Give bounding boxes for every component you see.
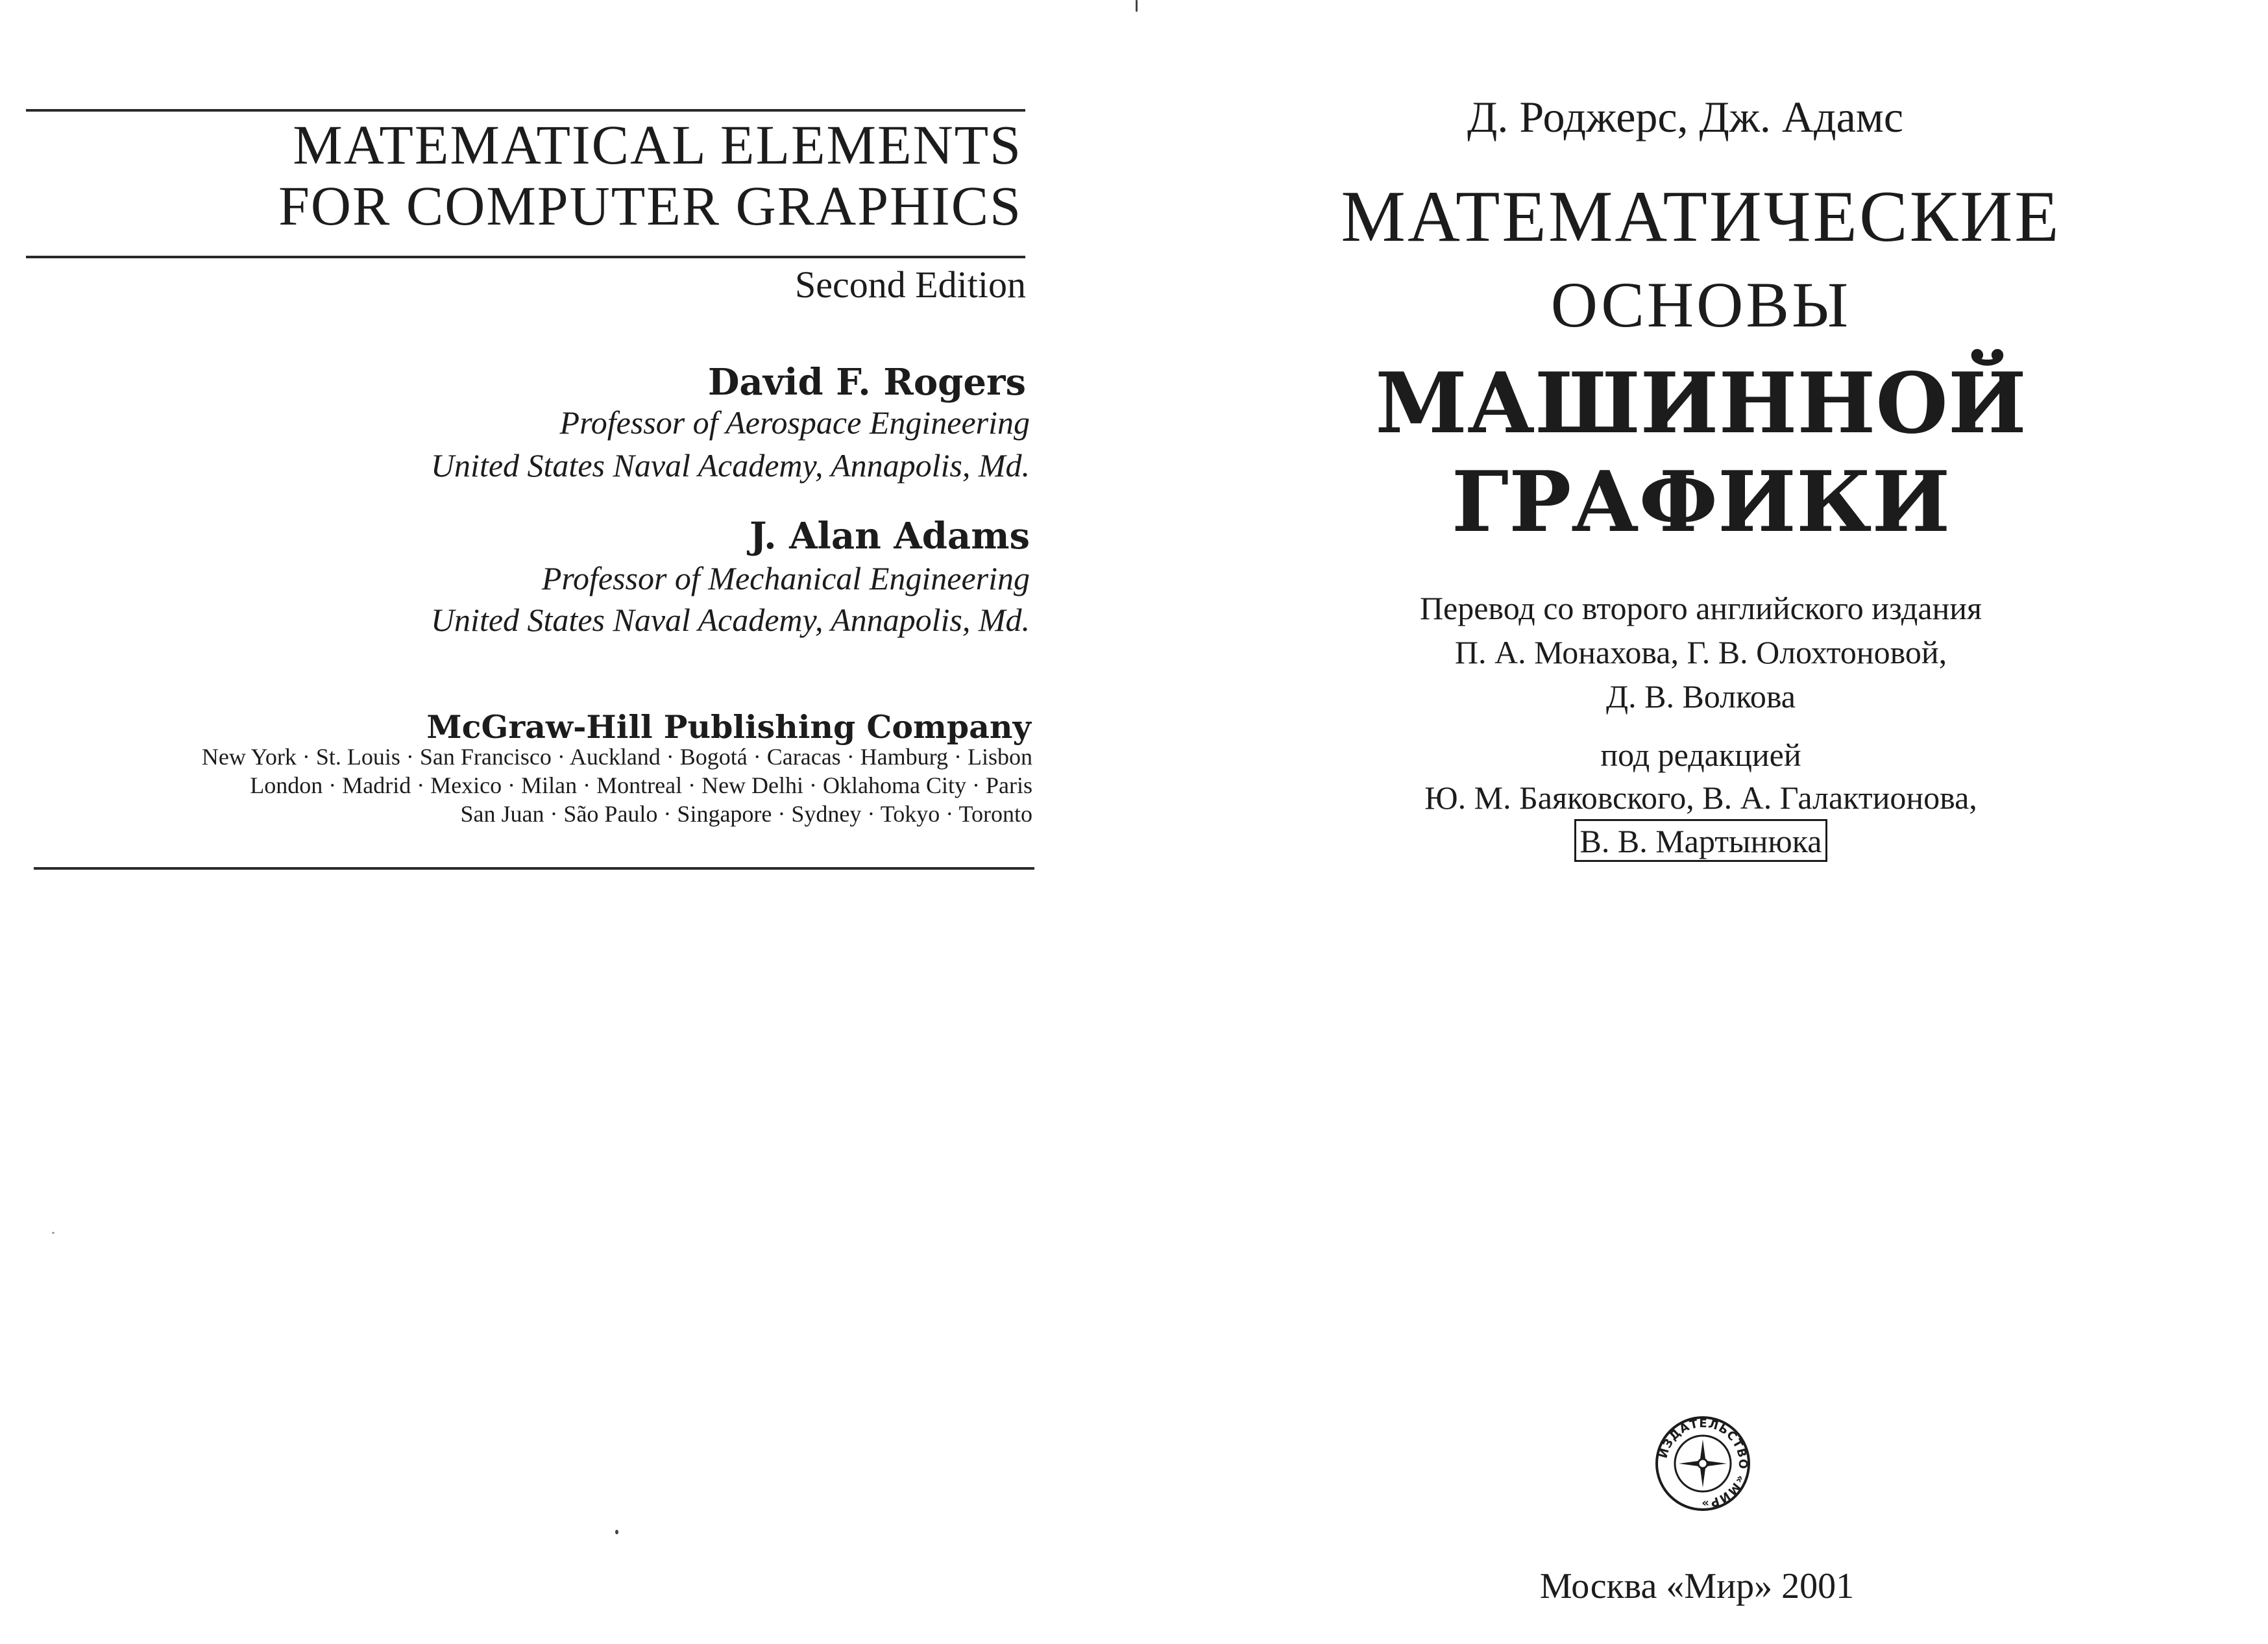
translation-line-3: Д. В. Волкова	[1606, 678, 1796, 715]
russian-title-line-3: МАШИННОЙ	[1375, 355, 2027, 452]
publisher-logo-icon	[1654, 1415, 1751, 1512]
bottom-rule	[34, 867, 1034, 870]
author-name-2: J. Alan Adams	[749, 515, 1030, 558]
imprint-line: Москва «Мир» 2001	[1539, 1566, 1855, 1606]
edition: Second Edition	[794, 264, 1026, 306]
publisher-cities-line-2: London · Madrid · Mexico · Milan · Montreal · New Delhi · Oklahoma City · Paris	[250, 772, 1032, 798]
author-institution-2: United States Naval Academy, Annapolis, Md.	[430, 602, 1030, 638]
scan-speck	[52, 1232, 55, 1234]
translation-line-1: Перевод со второго английского издания	[1419, 590, 1982, 626]
translation-line-2: П. А. Монахова, Г. В. Олохтоновой,	[1454, 634, 1947, 670]
russian-title-line-4: ГРАФИКИ	[1451, 454, 1951, 551]
scan-speck	[1136, 0, 1138, 12]
svg-text:ИЗДАТЕЛЬСТВО «МИР»: ИЗДАТЕЛЬСТВО «МИР»	[1656, 1416, 1750, 1511]
russian-title-line-1: МАТЕМАТИЧЕСКИЕ	[1341, 177, 2061, 257]
editors-label: под редакцией	[1600, 737, 1801, 773]
english-title-line-1: MATEMATICAL ELEMENTS	[293, 114, 1022, 176]
boxed-editor-name: В. В. Мартынюка	[1574, 819, 1828, 862]
author-institution-1: United States Naval Academy, Annapolis, Md.	[430, 447, 1030, 484]
publisher-cities-line-1: New York · St. Louis · San Francisco · Auckland · Bogotá · Caracas · Hamburg · Lisbon	[201, 744, 1032, 770]
publisher-name: McGraw-Hill Publishing Company	[426, 708, 1031, 746]
right-page	[1134, 0, 2268, 1644]
publisher-cities-line-3: San Juan · São Paulo · Singapore · Sydney · Tokyo · Toronto	[460, 801, 1032, 827]
author-position-2: Professor of Mechanical Engineering	[541, 560, 1030, 596]
author-name-1: David F. Rogers	[707, 361, 1026, 404]
top-rule	[26, 109, 1025, 112]
english-title-line-2: FOR COMPUTER GRAPHICS	[278, 175, 1022, 237]
editors-line: Ю. М. Баяковского, В. А. Галактионова,	[1424, 779, 1977, 816]
boxed-editor-row	[1134, 819, 2268, 862]
russian-authors: Д. Роджерс, Дж. Адамс	[1467, 92, 1904, 141]
scan-speck	[615, 1530, 618, 1534]
title-underline-rule	[26, 256, 1025, 258]
author-position-1: Professor of Aerospace Engineering	[559, 404, 1030, 441]
russian-title-line-2: ОСНОВЫ	[1550, 269, 1851, 341]
